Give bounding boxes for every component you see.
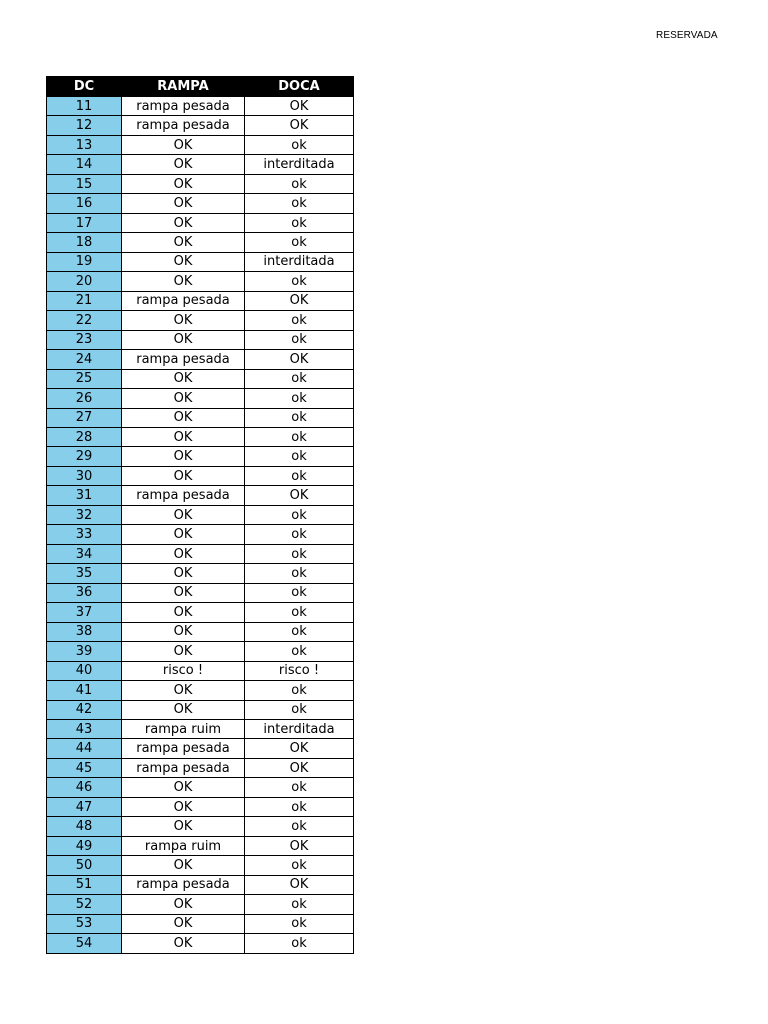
cell-doca: ok bbox=[245, 817, 354, 836]
cell-rampa: OK bbox=[122, 544, 245, 563]
cell-rampa: OK bbox=[122, 408, 245, 427]
cell-rampa: OK bbox=[122, 642, 245, 661]
cell-doca: interditada bbox=[245, 252, 354, 271]
cell-dc: 29 bbox=[47, 447, 122, 466]
table-row bbox=[47, 350, 354, 369]
cell-dc: 42 bbox=[47, 700, 122, 719]
cell-dc: 38 bbox=[47, 622, 122, 641]
cell-doca: ok bbox=[245, 427, 354, 446]
table-row bbox=[47, 272, 354, 291]
table-row bbox=[47, 564, 354, 583]
cell-doca: ok bbox=[245, 934, 354, 953]
cell-dc: 36 bbox=[47, 583, 122, 602]
cell-rampa: OK bbox=[122, 466, 245, 485]
table-row bbox=[47, 934, 354, 953]
cell-doca: ok bbox=[245, 174, 354, 193]
table-row bbox=[47, 213, 354, 232]
table-row bbox=[47, 856, 354, 875]
cell-rampa: OK bbox=[122, 369, 245, 388]
cell-rampa: OK bbox=[122, 622, 245, 641]
cell-doca: ok bbox=[245, 408, 354, 427]
cell-rampa: OK bbox=[122, 174, 245, 193]
cell-rampa: rampa pesada bbox=[122, 486, 245, 505]
cell-doca: ok bbox=[245, 603, 354, 622]
table-row bbox=[47, 291, 354, 310]
cell-dc: 12 bbox=[47, 116, 122, 135]
cell-rampa: OK bbox=[122, 797, 245, 816]
cell-dc: 21 bbox=[47, 291, 122, 310]
cell-doca: ok bbox=[245, 895, 354, 914]
table-row bbox=[47, 797, 354, 816]
cell-doca: OK bbox=[245, 97, 354, 116]
table-row bbox=[47, 914, 354, 933]
table-row bbox=[47, 544, 354, 563]
cell-doca: OK bbox=[245, 739, 354, 758]
cell-rampa: OK bbox=[122, 934, 245, 953]
cell-doca: ok bbox=[245, 213, 354, 232]
cell-dc: 19 bbox=[47, 252, 122, 271]
cell-rampa: OK bbox=[122, 583, 245, 602]
cell-rampa: OK bbox=[122, 505, 245, 524]
cell-dc: 40 bbox=[47, 661, 122, 680]
cell-doca: OK bbox=[245, 836, 354, 855]
cell-dc: 51 bbox=[47, 875, 122, 894]
cell-rampa: OK bbox=[122, 817, 245, 836]
cell-rampa: OK bbox=[122, 272, 245, 291]
cell-rampa: OK bbox=[122, 525, 245, 544]
cell-dc: 14 bbox=[47, 155, 122, 174]
cell-rampa: rampa ruim bbox=[122, 836, 245, 855]
cell-doca: ok bbox=[245, 447, 354, 466]
table-row bbox=[47, 155, 354, 174]
cell-doca: ok bbox=[245, 135, 354, 154]
cell-dc: 15 bbox=[47, 174, 122, 193]
cell-rampa: rampa pesada bbox=[122, 739, 245, 758]
cell-doca: OK bbox=[245, 350, 354, 369]
table-row bbox=[47, 447, 354, 466]
cell-dc: 25 bbox=[47, 369, 122, 388]
table-row bbox=[47, 408, 354, 427]
cell-dc: 53 bbox=[47, 914, 122, 933]
cell-doca: ok bbox=[245, 797, 354, 816]
cell-rampa: OK bbox=[122, 427, 245, 446]
cell-rampa: OK bbox=[122, 135, 245, 154]
cell-rampa: rampa pesada bbox=[122, 758, 245, 777]
column-header-rampa: RAMPA bbox=[122, 77, 245, 97]
cell-dc: 35 bbox=[47, 564, 122, 583]
cell-dc: 48 bbox=[47, 817, 122, 836]
table-row bbox=[47, 135, 354, 154]
cell-dc: 49 bbox=[47, 836, 122, 855]
cell-dc: 11 bbox=[47, 97, 122, 116]
table-row bbox=[47, 116, 354, 135]
cell-rampa: OK bbox=[122, 895, 245, 914]
table-row bbox=[47, 778, 354, 797]
cell-doca: OK bbox=[245, 758, 354, 777]
table-row bbox=[47, 174, 354, 193]
cell-doca: OK bbox=[245, 116, 354, 135]
cell-rampa: rampa pesada bbox=[122, 350, 245, 369]
table-body bbox=[47, 97, 354, 954]
cell-dc: 24 bbox=[47, 350, 122, 369]
table-row bbox=[47, 895, 354, 914]
cell-doca: ok bbox=[245, 194, 354, 213]
cell-rampa: OK bbox=[122, 603, 245, 622]
table-row bbox=[47, 642, 354, 661]
table-row bbox=[47, 875, 354, 894]
cell-rampa: OK bbox=[122, 778, 245, 797]
cell-rampa: OK bbox=[122, 213, 245, 232]
cell-dc: 17 bbox=[47, 213, 122, 232]
table-row bbox=[47, 525, 354, 544]
cell-doca: ok bbox=[245, 369, 354, 388]
table-row bbox=[47, 817, 354, 836]
cell-doca: ok bbox=[245, 564, 354, 583]
table-row bbox=[47, 739, 354, 758]
cell-rampa: OK bbox=[122, 155, 245, 174]
cell-doca: interditada bbox=[245, 720, 354, 739]
cell-doca: OK bbox=[245, 486, 354, 505]
cell-rampa: OK bbox=[122, 447, 245, 466]
cell-doca: ok bbox=[245, 642, 354, 661]
cell-dc: 45 bbox=[47, 758, 122, 777]
cell-doca: ok bbox=[245, 583, 354, 602]
classification-label: RESERVADA bbox=[656, 30, 718, 41]
cell-rampa: OK bbox=[122, 233, 245, 252]
cell-dc: 22 bbox=[47, 311, 122, 330]
cell-dc: 30 bbox=[47, 466, 122, 485]
cell-dc: 20 bbox=[47, 272, 122, 291]
cell-dc: 32 bbox=[47, 505, 122, 524]
table-row bbox=[47, 389, 354, 408]
cell-doca: ok bbox=[245, 330, 354, 349]
cell-rampa: OK bbox=[122, 564, 245, 583]
table-row bbox=[47, 252, 354, 271]
table-row bbox=[47, 583, 354, 602]
cell-rampa: OK bbox=[122, 252, 245, 271]
cell-doca: ok bbox=[245, 466, 354, 485]
cell-doca: ok bbox=[245, 505, 354, 524]
cell-doca: ok bbox=[245, 233, 354, 252]
cell-rampa: OK bbox=[122, 700, 245, 719]
cell-dc: 33 bbox=[47, 525, 122, 544]
cell-rampa: OK bbox=[122, 311, 245, 330]
cell-rampa: risco ! bbox=[122, 661, 245, 680]
cell-dc: 54 bbox=[47, 934, 122, 953]
cell-doca: ok bbox=[245, 681, 354, 700]
cell-rampa: rampa ruim bbox=[122, 720, 245, 739]
cell-dc: 43 bbox=[47, 720, 122, 739]
table-row bbox=[47, 466, 354, 485]
cell-rampa: OK bbox=[122, 389, 245, 408]
cell-rampa: OK bbox=[122, 681, 245, 700]
cell-doca: ok bbox=[245, 622, 354, 641]
cell-rampa: rampa pesada bbox=[122, 97, 245, 116]
cell-dc: 44 bbox=[47, 739, 122, 758]
cell-doca: ok bbox=[245, 778, 354, 797]
table-row bbox=[47, 233, 354, 252]
cell-doca: ok bbox=[245, 700, 354, 719]
table-row bbox=[47, 311, 354, 330]
cell-doca: ok bbox=[245, 311, 354, 330]
cell-dc: 23 bbox=[47, 330, 122, 349]
table-row bbox=[47, 486, 354, 505]
cell-rampa: OK bbox=[122, 330, 245, 349]
cell-doca: OK bbox=[245, 291, 354, 310]
table-row bbox=[47, 622, 354, 641]
table-header-row bbox=[47, 77, 354, 97]
cell-rampa: rampa pesada bbox=[122, 875, 245, 894]
column-header-doca: DOCA bbox=[245, 77, 354, 97]
cell-dc: 52 bbox=[47, 895, 122, 914]
cell-dc: 47 bbox=[47, 797, 122, 816]
cell-dc: 37 bbox=[47, 603, 122, 622]
cell-rampa: rampa pesada bbox=[122, 116, 245, 135]
cell-dc: 31 bbox=[47, 486, 122, 505]
cell-dc: 39 bbox=[47, 642, 122, 661]
cell-doca: ok bbox=[245, 389, 354, 408]
table-row bbox=[47, 836, 354, 855]
cell-doca: ok bbox=[245, 272, 354, 291]
cell-doca: ok bbox=[245, 525, 354, 544]
table-row bbox=[47, 681, 354, 700]
cell-rampa: OK bbox=[122, 914, 245, 933]
table-row bbox=[47, 603, 354, 622]
table-row bbox=[47, 661, 354, 680]
cell-dc: 34 bbox=[47, 544, 122, 563]
cell-dc: 26 bbox=[47, 389, 122, 408]
table-row bbox=[47, 505, 354, 524]
cell-doca: ok bbox=[245, 914, 354, 933]
cell-doca: ok bbox=[245, 856, 354, 875]
cell-rampa: OK bbox=[122, 194, 245, 213]
table-row bbox=[47, 720, 354, 739]
cell-dc: 28 bbox=[47, 427, 122, 446]
table-row bbox=[47, 330, 354, 349]
cell-dc: 16 bbox=[47, 194, 122, 213]
table-row bbox=[47, 427, 354, 446]
table-row bbox=[47, 194, 354, 213]
cell-dc: 27 bbox=[47, 408, 122, 427]
table-row bbox=[47, 700, 354, 719]
table-row bbox=[47, 97, 354, 116]
dock-status-table bbox=[46, 76, 354, 954]
cell-dc: 46 bbox=[47, 778, 122, 797]
cell-rampa: rampa pesada bbox=[122, 291, 245, 310]
cell-doca: interditada bbox=[245, 155, 354, 174]
cell-dc: 41 bbox=[47, 681, 122, 700]
table-row bbox=[47, 758, 354, 777]
table-row bbox=[47, 369, 354, 388]
cell-doca: OK bbox=[245, 875, 354, 894]
cell-doca: ok bbox=[245, 544, 354, 563]
cell-dc: 50 bbox=[47, 856, 122, 875]
cell-dc: 13 bbox=[47, 135, 122, 154]
cell-doca: risco ! bbox=[245, 661, 354, 680]
cell-dc: 18 bbox=[47, 233, 122, 252]
cell-rampa: OK bbox=[122, 856, 245, 875]
column-header-dc: DC bbox=[47, 77, 122, 97]
